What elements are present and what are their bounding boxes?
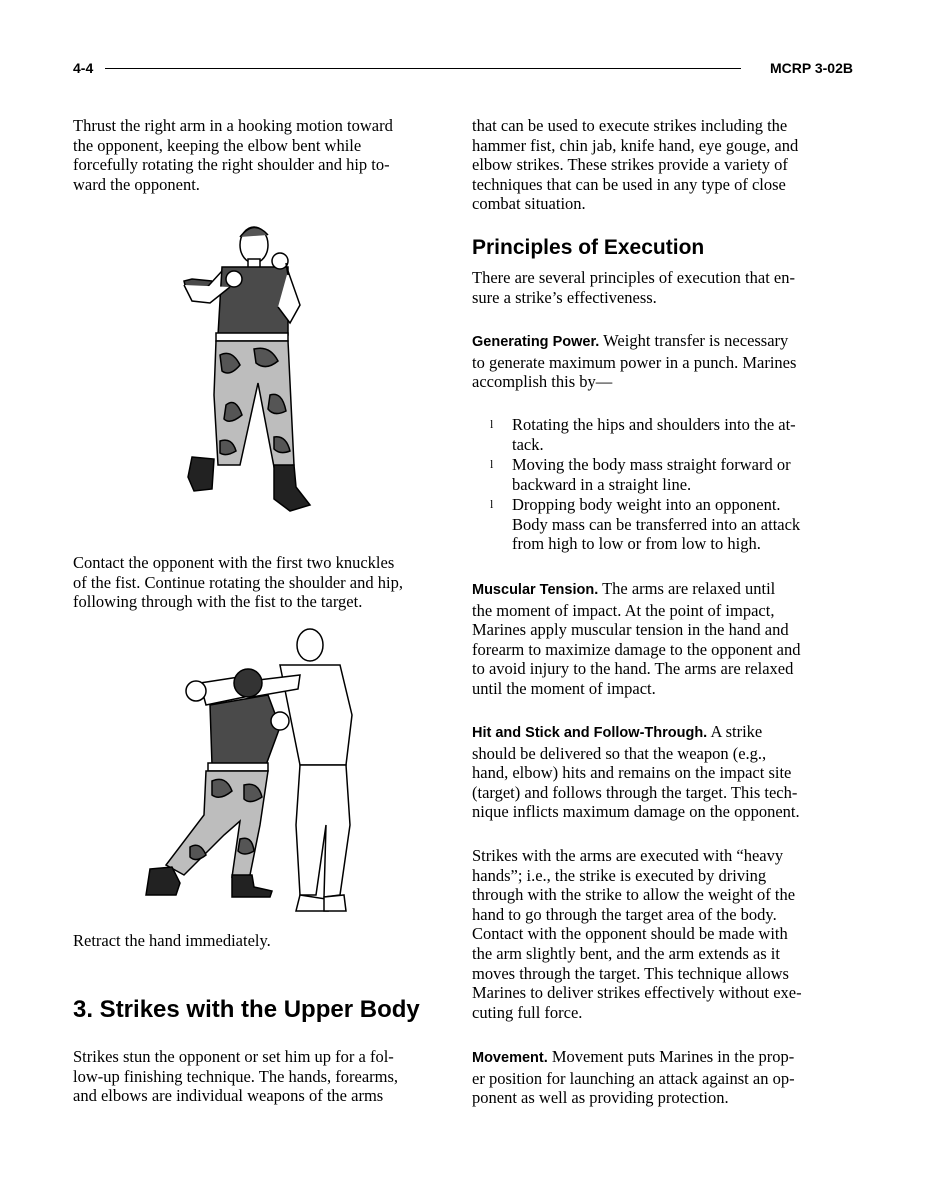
run-in-heading-muscular-tension: Muscular Tension. (472, 582, 599, 598)
paragraph-strikes-intro: Strikes stun the opponent or set him up for a fol- low-up finishing technique. The hands, forearms, and elbows are individual weapons of the arms (73, 1047, 399, 1106)
paragraph-principles-intro: There are several principles of execution that en- sure a strike’s effectiveness. (472, 268, 795, 307)
run-in-heading-movement: Movement. (472, 1050, 548, 1066)
paragraph-hit-and-stick: Hit and Stick and Follow-Through. A strike should be delivered so that the weapon (e.g., hand, elbow) hits and remains on the impact site (target) and follows through the target. This tech- nique inflicts maximum damage on the opponent. (472, 722, 800, 822)
paragraph-thrust: Thrust the right arm in a hooking motion toward the opponent, keeping the elbow bent while forcefully rotating the right shoulder and hip to- ward the opponent. (73, 116, 393, 194)
manual-page: 4-4 MCRP 3-02B Thrust the right arm in a hooking motion toward the opponent, keeping the elbow bent while forcefully rotating the right shoulder and hip to- ward the opponent. Contact the opponent with the first two knuckles of the fist. Continue rotating the shoulder and hip, following through with the fist to the target. Retract the hand immediately. 3. Strikes with the Upper Body Strikes stun the opponent or set him up for a fol- low-up finishing technique. The hands, forearms, and elbows are individual weapons of the arms that can be used to execute strikes including the hammer fist, chin jab, knife hand, eye gouge, and elbow strikes. These strikes provide a variety of techniques that can be used in any type of close combat situation. Principles of Execution There are several principles of execution that en- sure a strike’s effectiveness. Generating Power. Weight transfer is necessary to generate maximum power in a punch. Marines accomplish this by— l Rotating the hips and shoulders into the at- tack. l Moving the body mass straight forward or backward in a straight line. l Dropping body weight into an opponent. Body mass can be transferred into an attack from high to low or from low to high. Muscular Tension. The arms are relaxed until the moment of impact. At the point of impact, Marines apply muscular tension in the hand and forearm to maximize damage to the opponent and to avoid injury to the hand. The arms are relaxed until the moment of impact. Hit and Stick and Follow-Through. A strike should be delivered so that the weapon (e.g., hand, elbow) hits and remains on the impact site (target) and follows through the target. This tech- nique inflicts maximum damage on the opponent. Strikes with the arms are executed with “heavy hands”; i.e., the strike is executed by driving through with the strike to allow the weight of the hand to go through the target area of the body. Contact with the opponent should be made with the arm slightly bent, and the arm extends as it moves through the target. This technique allows Marines to deliver strikes effectively without exe- cuting full force. Movement. Movement puts Marines in the prop- er position for launching an attack against an op- ponent as well as providing protection. (73, 60, 853, 1108)
bullet-marker: l (490, 497, 494, 511)
hook-strike-illustration (146, 629, 352, 911)
paragraph-movement: Movement. Movement puts Marines in the prop- er position for launching an attack against an op- ponent as well as providing protection. (472, 1047, 795, 1108)
paragraph-contact: Contact the opponent with the first two knuckles of the fist. Continue rotating the shoulder and hip, following through with the fist to the target. (73, 553, 403, 612)
figure-fighting-stance (170, 215, 330, 520)
header-rule (105, 68, 741, 69)
paragraph-retract: Retract the hand immediately. (73, 931, 271, 950)
paragraph-strike-types: that can be used to execute strikes including the hammer fist, chin jab, knife hand, eye gouge, and elbow strikes. These strikes provide a variety of techniques that can be used in any type of close combat situation. (472, 116, 799, 214)
bullet-marker: l (490, 457, 494, 471)
page-number: 4-4 (73, 60, 94, 76)
bullet-marker: l (490, 417, 494, 431)
paragraph-generating-power: Generating Power. Weight transfer is necessary to generate maximum power in a punch. Marines accomplish this by— (472, 331, 797, 392)
publication-id: MCRP 3-02B (770, 60, 853, 76)
figure-hook-strike (140, 625, 360, 915)
run-in-heading-hit-and-stick: Hit and Stick and Follow-Through. (472, 725, 708, 741)
paragraph-muscular-tension: Muscular Tension. The arms are relaxed until the moment of impact. At the point of impact, Marines apply muscular tension in the hand and forearm to maximize damage to the opponent and to avoid injury to the hand. The arms are relaxed until the moment of impact. (472, 579, 801, 698)
paragraph-heavy-hands: Strikes with the arms are executed with “heavy hands”; i.e., the strike is executed by driving through with the strike to allow the weight of the hand to go through the target area of the body. Contact with the opponent should be made with the arm slightly bent, and the arm extends as it moves through the target. This technique allows Marines to deliver strikes effectively without exe- cuting full force. (472, 846, 802, 1022)
heading-principles: Principles of Execution (472, 236, 705, 259)
running-header (73, 60, 853, 78)
run-in-heading-generating-power: Generating Power. (472, 334, 600, 350)
section-title-upper-body: 3. Strikes with the Upper Body (73, 996, 420, 1023)
fighter-stance-illustration (184, 227, 310, 511)
